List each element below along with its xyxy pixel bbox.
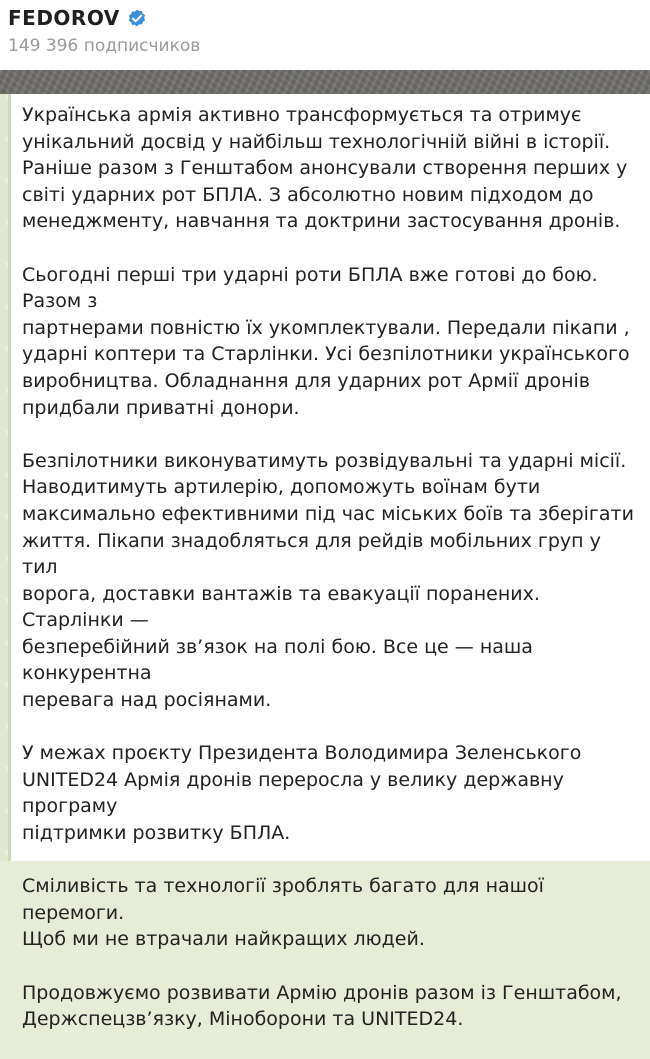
channel-title-row[interactable] <box>8 4 148 32</box>
bubble-edge <box>8 94 11 861</box>
post-paragraph: Українська армія активно трансформується та отримує унікальний досвід у найбільш технологічній війні в історії. Раніше разом з Генштабом анонсували створення перших у світі ударних рот БПЛА. З абсолютно новим підходом до менеджменту, навчання та доктрини застосування дронів. <box>22 104 628 233</box>
channel-header[interactable] <box>0 0 650 70</box>
message-text <box>22 102 637 1059</box>
post-paragraph: Безпілотники виконуватимуть розвідувальні та ударні місії. Наводитимуть артилерію, допоможуть воїнам бути максимально ефективними під час міських боїв та зберігати життя. Пікапи знадобляться для рейдів мобільних груп у тил ворога, доставки вантажів та евакуації поранених. Старлінки — безперебійний зв’язок на полі бою. Все це — наша конкурентна перевага над росіянами. <box>22 449 634 712</box>
post-media-preview[interactable] <box>0 70 650 94</box>
channel-name[interactable]: FEDOROV <box>8 6 120 30</box>
post-paragraph: У межах проєкту Президента Володимира Зеленського UNITED24 Армія дронів переросла у велику державну програму підтримки розвитку БПЛА. <box>22 742 582 845</box>
post-paragraph: Продовжуємо розвивати Армію дронів разом із Генштабом, Держспецзв’язку, Міноборони та UNITED24. <box>22 981 622 1031</box>
post-paragraph: Сьогодні перші три ударні роти БПЛА вже готові до бою. Разом з партнерами повністю їх укомплектували. Передали пікапи , ударні коптери та Старлінки. Усі безпілотники українського виробництва. Обладнання для ударних рот Армії дронів придбали приватні донори. <box>22 263 630 419</box>
subscriber-count: 149 396 подписчиков <box>8 36 201 56</box>
verified-badge-icon <box>126 7 148 29</box>
post-paragraph: Сміливість та технології зроблять багато для нашої перемоги. Щоб ми не втрачали найкращих людей. <box>22 875 544 951</box>
message-bubble[interactable] <box>8 94 650 1031</box>
